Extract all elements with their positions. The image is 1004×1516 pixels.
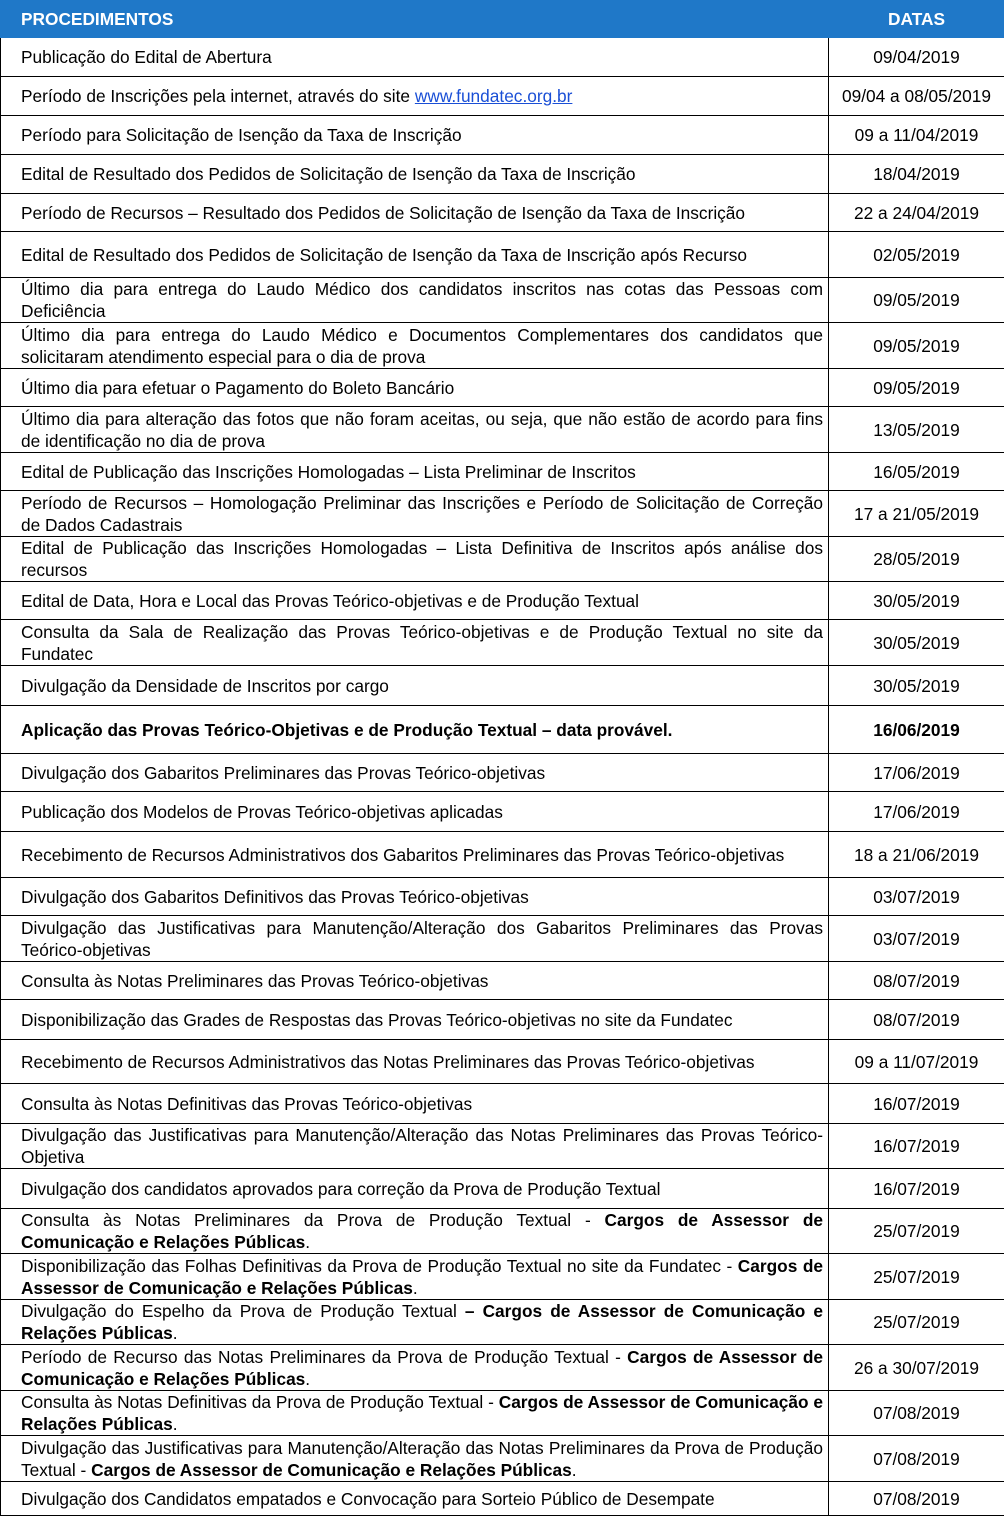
table-header-row [1, 1, 1004, 38]
table-row [1, 369, 1004, 407]
date-cell: 09/05/2019 [829, 369, 1004, 407]
procedure-text: Publicação dos Modelos de Provas Teórico-objetivas aplicadas [21, 802, 503, 822]
procedure-cell [1, 1300, 829, 1345]
date-cell: 26 a 30/07/2019 [829, 1345, 1004, 1391]
procedure-cell [1, 1436, 829, 1482]
table-row [1, 962, 1004, 1000]
procedure-cell [1, 1254, 829, 1300]
table-row [1, 754, 1004, 792]
procedure-cell [1, 1482, 829, 1516]
table-row [1, 1436, 1004, 1482]
table-row [1, 1040, 1004, 1084]
procedures-column-header: PROCEDIMENTOS [1, 1, 829, 38]
procedure-text: Último dia para alteração das fotos que não foram aceitas, ou seja, que não estão de acordo para fins de identificação no dia de prova [21, 409, 823, 451]
procedure-tail: . [413, 1278, 418, 1298]
procedure-tail: . [305, 1232, 310, 1252]
date-cell: 18 a 21/06/2019 [829, 832, 1004, 878]
table-row [1, 1209, 1004, 1254]
table-row [1, 1482, 1004, 1516]
table-row [1, 1300, 1004, 1345]
table-row [1, 1391, 1004, 1436]
procedure-text: Período de Recursos – Homologação Preliminar das Inscrições e Período de Solicitação de Correção de Dados Cadastrais [21, 493, 823, 535]
procedure-cell [1, 1040, 829, 1084]
procedure-cell [1, 620, 829, 666]
procedure-text: Publicação do Edital de Abertura [21, 47, 272, 67]
procedure-text: Disponibilização das Grades de Respostas das Provas Teórico-objetivas no site da Fundatec [21, 1010, 732, 1030]
date-cell: 13/05/2019 [829, 407, 1004, 453]
procedure-text: Disponibilização das Folhas Definitivas da Prova de Produção Textual no site da Fundatec - [21, 1256, 738, 1276]
cargo-emphasis: – Cargos de Assessor de Comunicação e Relações Públicas [21, 1301, 823, 1343]
table-row [1, 537, 1004, 582]
procedure-text: Divulgação dos Candidatos empatados e Convocação para Sorteio Público de Desempate [21, 1489, 715, 1509]
procedure-cell [1, 792, 829, 832]
date-cell: 22 a 24/04/2019 [829, 194, 1004, 232]
procedure-cell [1, 369, 829, 407]
procedure-cell [1, 537, 829, 582]
table-row [1, 194, 1004, 232]
procedure-text: Período de Recursos – Resultado dos Pedidos de Solicitação de Isenção da Taxa de Inscrição [21, 203, 745, 223]
date-cell: 09/04 a 08/05/2019 [829, 77, 1004, 116]
procedure-text: Aplicação das Provas Teórico-Objetivas e de Produção Textual – data provável. [21, 720, 672, 740]
procedure-cell [1, 1209, 829, 1254]
date-cell: 30/05/2019 [829, 620, 1004, 666]
procedure-cell [1, 666, 829, 706]
table-row [1, 1124, 1004, 1169]
date-cell: 30/05/2019 [829, 582, 1004, 620]
table-row [1, 832, 1004, 878]
date-cell: 25/07/2019 [829, 1300, 1004, 1345]
procedure-cell [1, 194, 829, 232]
date-cell: 18/04/2019 [829, 155, 1004, 194]
procedure-cell [1, 491, 829, 537]
cargo-emphasis: Cargos de Assessor de Comunicação e Relações Públicas [21, 1256, 823, 1298]
date-cell: 08/07/2019 [829, 962, 1004, 1000]
procedure-text: Edital de Publicação das Inscrições Homologadas – Lista Definitiva de Inscritos após análise dos recursos [21, 538, 823, 580]
procedure-text: Recebimento de Recursos Administrativos dos Gabaritos Preliminares das Provas Teórico-objetivas [21, 845, 784, 865]
procedure-text: Divulgação das Justificativas para Manutenção/Alteração dos Gabaritos Preliminares das Provas Teórico-objetivas [21, 918, 823, 960]
schedule-rows [1, 38, 1004, 1516]
procedure-tail: . [173, 1414, 178, 1434]
table-row [1, 323, 1004, 369]
procedure-text: Consulta às Notas Definitivas da Prova de Produção Textual - [21, 1392, 499, 1412]
table-row [1, 38, 1004, 77]
table-row [1, 792, 1004, 832]
procedure-tail: . [572, 1460, 577, 1480]
date-cell: 25/07/2019 [829, 1209, 1004, 1254]
procedure-text: Período para Solicitação de Isenção da Taxa de Inscrição [21, 125, 462, 145]
date-cell: 03/07/2019 [829, 916, 1004, 962]
cargo-emphasis: Cargos de Assessor de Comunicação e Relações Públicas [91, 1460, 572, 1480]
table-row [1, 620, 1004, 666]
procedure-cell [1, 962, 829, 1000]
table-row [1, 1254, 1004, 1300]
table-row [1, 1169, 1004, 1209]
cargo-emphasis: Cargos de Assessor de Comunicação e Relações Públicas [21, 1347, 823, 1389]
table-row [1, 491, 1004, 537]
table-row [1, 666, 1004, 706]
procedure-text: Consulta às Notas Preliminares das Provas Teórico-objetivas [21, 971, 488, 991]
table-row [1, 1084, 1004, 1124]
website-link[interactable]: www.fundatec.org.br [415, 86, 573, 106]
date-cell: 02/05/2019 [829, 232, 1004, 278]
date-cell: 03/07/2019 [829, 878, 1004, 916]
cargo-emphasis: Cargos de Assessor de Comunicação e Relações Públicas [21, 1210, 823, 1252]
date-cell: 25/07/2019 [829, 1254, 1004, 1300]
date-cell: 17/06/2019 [829, 792, 1004, 832]
procedure-cell [1, 116, 829, 155]
procedure-cell [1, 1169, 829, 1209]
procedure-tail: . [305, 1369, 310, 1389]
procedure-text: Divulgação das Justificativas para Manutenção/Alteração das Notas Preliminares da Prova de Produção Textual - [21, 1438, 823, 1480]
table-row [1, 1345, 1004, 1391]
table-row [1, 1000, 1004, 1040]
date-cell: 16/06/2019 [829, 706, 1004, 754]
procedure-text: Último dia para efetuar o Pagamento do Boleto Bancário [21, 378, 454, 398]
procedure-cell [1, 1124, 829, 1169]
date-cell: 28/05/2019 [829, 537, 1004, 582]
date-cell: 07/08/2019 [829, 1391, 1004, 1436]
procedure-text: Divulgação dos Gabaritos Definitivos das Provas Teórico-objetivas [21, 887, 529, 907]
procedure-cell [1, 916, 829, 962]
table-row [1, 232, 1004, 278]
procedure-text: Consulta da Sala de Realização das Provas Teórico-objetivas e de Produção Textual no site da Fundatec [21, 622, 823, 664]
procedure-cell [1, 582, 829, 620]
procedure-text: Divulgação dos Gabaritos Preliminares das Provas Teórico-objetivas [21, 763, 545, 783]
procedure-text: Consulta às Notas Preliminares da Prova de Produção Textual - [21, 1210, 605, 1230]
procedure-text: Edital de Publicação das Inscrições Homologadas – Lista Preliminar de Inscritos [21, 462, 636, 482]
date-cell: 09/04/2019 [829, 38, 1004, 77]
date-cell: 16/07/2019 [829, 1084, 1004, 1124]
procedure-text: Último dia para entrega do Laudo Médico dos candidatos inscritos nas cotas das Pessoas com Deficiência [21, 279, 823, 321]
procedure-text: Período de Inscrições pela internet, através do site [21, 86, 415, 106]
procedure-cell [1, 706, 829, 754]
procedure-text: Edital de Data, Hora e Local das Provas Teórico-objetivas e de Produção Textual [21, 591, 639, 611]
date-cell: 17 a 21/05/2019 [829, 491, 1004, 537]
procedure-text: Divulgação das Justificativas para Manutenção/Alteração das Notas Preliminares das Provas Teórico-Objetiva [21, 1125, 823, 1167]
table-row [1, 582, 1004, 620]
procedure-cell [1, 278, 829, 323]
procedure-text: Edital de Resultado dos Pedidos de Solicitação de Isenção da Taxa de Inscrição após Recurso [21, 245, 747, 265]
table-row [1, 278, 1004, 323]
procedure-cell [1, 1391, 829, 1436]
procedure-cell [1, 1000, 829, 1040]
procedure-cell [1, 407, 829, 453]
date-cell: 17/06/2019 [829, 754, 1004, 792]
date-cell: 09 a 11/07/2019 [829, 1040, 1004, 1084]
table-row [1, 116, 1004, 155]
procedure-cell [1, 453, 829, 491]
procedure-cell [1, 77, 829, 116]
procedure-cell [1, 878, 829, 916]
procedure-text: Recebimento de Recursos Administrativos das Notas Preliminares das Provas Teórico-objetivas [21, 1052, 755, 1072]
procedure-text: Consulta às Notas Definitivas das Provas Teórico-objetivas [21, 1094, 472, 1114]
date-cell: 07/08/2019 [829, 1436, 1004, 1482]
table-row [1, 77, 1004, 116]
table-row [1, 453, 1004, 491]
table-row [1, 155, 1004, 194]
procedure-text: Último dia para entrega do Laudo Médico e Documentos Complementares dos candidatos que solicitaram atendimento especial para o dia de prova [21, 325, 823, 367]
dates-column-header: DATAS [829, 1, 1004, 38]
procedure-cell [1, 1345, 829, 1391]
procedure-text: Divulgação dos candidatos aprovados para correção da Prova de Produção Textual [21, 1179, 661, 1199]
procedure-text: Edital de Resultado dos Pedidos de Solicitação de Isenção da Taxa de Inscrição [21, 164, 636, 184]
procedure-cell [1, 155, 829, 194]
procedure-cell [1, 38, 829, 77]
date-cell: 09/05/2019 [829, 323, 1004, 369]
procedure-cell [1, 832, 829, 878]
date-cell: 09 a 11/04/2019 [829, 116, 1004, 155]
procedure-cell [1, 323, 829, 369]
date-cell: 16/07/2019 [829, 1169, 1004, 1209]
procedure-text: Divulgação do Espelho da Prova de Produção Textual [21, 1301, 465, 1321]
procedure-text: Divulgação da Densidade de Inscritos por cargo [21, 676, 389, 696]
table-row [1, 407, 1004, 453]
procedure-tail: . [173, 1323, 178, 1343]
date-cell: 30/05/2019 [829, 666, 1004, 706]
table-row [1, 916, 1004, 962]
date-cell: 09/05/2019 [829, 278, 1004, 323]
procedure-cell [1, 1084, 829, 1124]
date-cell: 07/08/2019 [829, 1482, 1004, 1516]
procedure-cell [1, 232, 829, 278]
date-cell: 08/07/2019 [829, 1000, 1004, 1040]
date-cell: 16/07/2019 [829, 1124, 1004, 1169]
date-cell: 16/05/2019 [829, 453, 1004, 491]
cargo-emphasis: Cargos de Assessor de Comunicação e Relações Públicas [21, 1392, 823, 1434]
procedure-text: Período de Recurso das Notas Preliminares da Prova de Produção Textual - [21, 1347, 627, 1367]
table-row [1, 878, 1004, 916]
table-row [1, 706, 1004, 754]
procedure-cell [1, 754, 829, 792]
